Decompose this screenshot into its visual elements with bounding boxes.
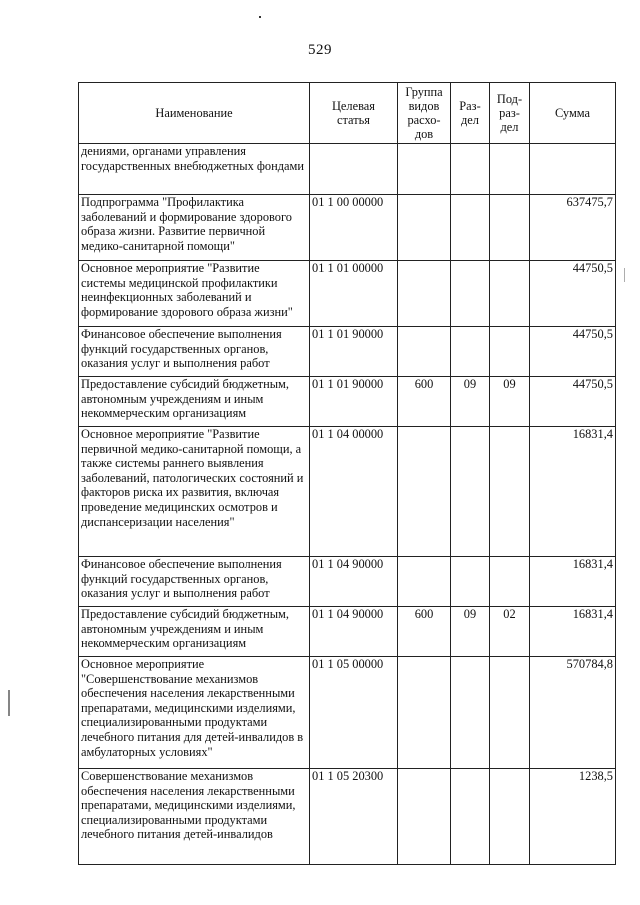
row-target: 01 1 04 00000	[310, 427, 398, 557]
scan-speck	[8, 690, 10, 716]
row-section: 09	[451, 607, 490, 657]
row-section	[451, 769, 490, 865]
header-section: Раз- дел	[451, 83, 490, 144]
row-subsection	[490, 769, 530, 865]
table-body	[79, 144, 616, 865]
row-sum: 570784,8	[530, 657, 616, 769]
table-row	[79, 769, 616, 865]
row-name: Финансовое обеспечение выполнения функций государственных органов, оказания услуг и выполнения работ	[79, 557, 310, 607]
row-name: дениями, органами управления государственных внебюджетных фондами	[79, 144, 310, 195]
row-group	[398, 261, 451, 327]
row-target: 01 1 01 00000	[310, 261, 398, 327]
row-target: 01 1 04 90000	[310, 557, 398, 607]
row-group	[398, 657, 451, 769]
header-sum: Сумма	[530, 83, 616, 144]
header-subsection: Под- раз- дел	[490, 83, 530, 144]
row-sum: 44750,5	[530, 377, 616, 427]
budget-table	[78, 82, 616, 865]
row-target: 01 1 04 90000	[310, 607, 398, 657]
row-section: 09	[451, 377, 490, 427]
table-header	[79, 83, 616, 144]
row-sum: 16831,4	[530, 557, 616, 607]
row-name: Подпрограмма "Профилактика заболеваний и формирование здорового образа жизни. Развитие первичной медико-санитарной помощи"	[79, 195, 310, 261]
scan-speck	[259, 16, 261, 18]
table-row	[79, 557, 616, 607]
row-subsection: 02	[490, 607, 530, 657]
table-row	[79, 144, 616, 195]
table-row	[79, 657, 616, 769]
row-subsection	[490, 557, 530, 607]
row-section	[451, 327, 490, 377]
row-subsection	[490, 327, 530, 377]
row-name: Основное мероприятие "Развитие первичной медико-санитарной помощи, а также системы раннего выявления заболеваний, патологических состояний и факторов риска их развития, включая проведение медицинских осмотров и диспансеризации населения"	[79, 427, 310, 557]
page-number: 529	[308, 42, 332, 58]
table-row	[79, 195, 616, 261]
table-row	[79, 607, 616, 657]
row-group	[398, 327, 451, 377]
table-row	[79, 427, 616, 557]
row-section	[451, 144, 490, 195]
row-section	[451, 195, 490, 261]
row-target: 01 1 05 20300	[310, 769, 398, 865]
header-target-article: Целевая статья	[310, 83, 398, 144]
row-group	[398, 427, 451, 557]
table-row	[79, 261, 616, 327]
row-sum: 16831,4	[530, 427, 616, 557]
row-subsection	[490, 657, 530, 769]
row-name: Совершенствование механизмов обеспечения населения лекарственными препаратами, медицинскими изделиями, специализированными продуктами лечебного питания детей-инвалидов	[79, 769, 310, 865]
table-row	[79, 377, 616, 427]
row-group	[398, 769, 451, 865]
row-subsection	[490, 427, 530, 557]
row-name: Предоставление субсидий бюджетным, автономным учреждениям и иным некоммерческим организациям	[79, 377, 310, 427]
row-subsection	[490, 195, 530, 261]
row-sum: 1238,5	[530, 769, 616, 865]
scan-speck	[624, 268, 625, 282]
row-group	[398, 557, 451, 607]
row-subsection	[490, 144, 530, 195]
header-expense-group: Группа видов расхо- дов	[398, 83, 451, 144]
row-name: Основное мероприятие "Совершенствование механизмов обеспечения населения лекарственными препаратами, медицинскими изделиями, специализированными продуктами лечебного питания для детей-инвалидов в амбулаторных условиях"	[79, 657, 310, 769]
row-section	[451, 261, 490, 327]
row-section	[451, 427, 490, 557]
row-sum: 44750,5	[530, 327, 616, 377]
row-section	[451, 657, 490, 769]
table-row	[79, 327, 616, 377]
row-sum: 637475,7	[530, 195, 616, 261]
row-sum: 44750,5	[530, 261, 616, 327]
row-group: 600	[398, 607, 451, 657]
row-name: Основное мероприятие "Развитие системы медицинской профилактики неинфекционных заболеваний и формирование здорового образа жизни"	[79, 261, 310, 327]
row-name: Предоставление субсидий бюджетным, автономным учреждениям и иным некоммерческим организациям	[79, 607, 310, 657]
row-group	[398, 195, 451, 261]
row-group	[398, 144, 451, 195]
row-subsection	[490, 261, 530, 327]
header-row	[79, 83, 616, 144]
row-subsection: 09	[490, 377, 530, 427]
row-sum	[530, 144, 616, 195]
row-target: 01 1 05 00000	[310, 657, 398, 769]
row-target: 01 1 00 00000	[310, 195, 398, 261]
row-sum: 16831,4	[530, 607, 616, 657]
row-target: 01 1 01 90000	[310, 327, 398, 377]
row-name: Финансовое обеспечение выполнения функций государственных органов, оказания услуг и выполнения работ	[79, 327, 310, 377]
row-group: 600	[398, 377, 451, 427]
row-target: 01 1 01 90000	[310, 377, 398, 427]
row-section	[451, 557, 490, 607]
row-target	[310, 144, 398, 195]
header-name: Наименование	[79, 83, 310, 144]
